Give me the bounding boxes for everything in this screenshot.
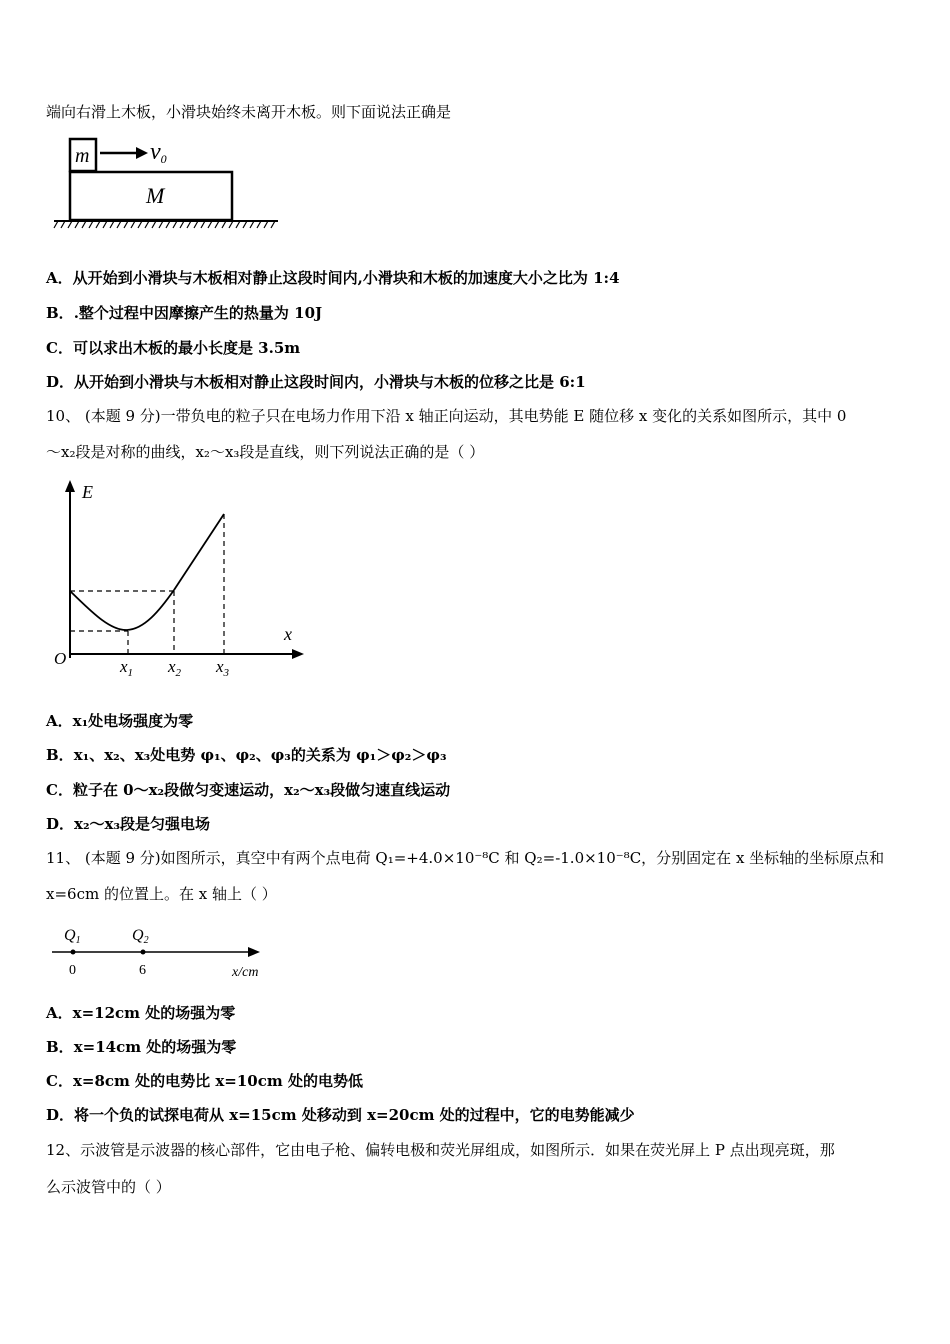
q10-option-a: A．x₁处电场强度为零 [46, 712, 194, 730]
q12-stem-line2: 么示波管中的（ ） [46, 1178, 171, 1196]
q11-option-b: B．x=14cm 处的场强为零 [46, 1038, 237, 1056]
q9-block-figure [50, 135, 290, 235]
q9-option-b: B．.整个过程中因摩擦产生的热量为 10J [46, 304, 323, 322]
axis-unit-label: x/cm [232, 965, 259, 980]
q10-energy-graph [48, 478, 318, 678]
charge-q2-label: Q2 [132, 927, 149, 946]
q9-option-a: A．从开始到小滑块与木板相对静止这段时间内,小滑块和木板的加速度大小之比为 1:4 [46, 269, 620, 287]
q10-stem-line1: 10、 (本题 9 分)一带负电的粒子只在电场力作用下沿 x 轴正向运动，其电势能 E 随位移 x 变化的关系如图所示，其中 0 [46, 407, 847, 425]
energy-straight-segment [174, 514, 224, 590]
label-M: M [146, 183, 165, 208]
label-v0: v0 [150, 139, 167, 166]
q11-stem-line1: 11、 (本题 9 分)如图所示，真空中有两个点电荷 Q₁=+4.0×10⁻⁸C 和 Q₂=-1.0×10⁻⁸C，分别固定在 x 坐标轴的坐标原点和 [46, 849, 885, 867]
ground-hatching [54, 221, 275, 228]
q11-option-a: A．x=12cm 处的场强为零 [46, 1004, 236, 1022]
q9-option-d: D．从开始到小滑块与木板相对静止这段时间内，小滑块与木板的位移之比是 6:1 [46, 373, 586, 391]
q12-stem-line1: 12、示波管是示波器的核心部件，它由电子枪、偏转电极和荧光屏组成，如图所示．如果在荧光屏上 P 点出现亮斑，那 [46, 1141, 835, 1159]
x-axis-arrow [248, 947, 260, 957]
energy-curve [70, 590, 174, 630]
q11-option-d: D．将一个负的试探电荷从 x=15cm 处移动到 x=20cm 处的过程中，它的电势能减少 [46, 1106, 635, 1124]
tick-x3: $x_3$ [216, 657, 230, 678]
charge-q1-dot [71, 950, 76, 955]
axis-label-e: E [82, 482, 93, 502]
x-axis-arrow [292, 649, 304, 659]
q9-intro: 端向右滑上木板，小滑块始终未离开木板。则下面说法正确是 [46, 103, 452, 121]
charge-q2-dot [141, 950, 146, 955]
tick-x2: $x_2$ [168, 657, 182, 678]
dashed-guides [70, 514, 224, 654]
q10-option-b: B．x₁、x₂、x₃处电势 φ₁、φ₂、φ₃的关系为 φ₁＞φ₂＞φ₃ [46, 746, 447, 764]
q11-charge-axis-figure [48, 922, 278, 984]
tick-6: 6 [139, 963, 146, 978]
q10-stem-line2: ～x₂段是对称的曲线，x₂～x₃段是直线，则下列说法正确的是（ ） [46, 443, 485, 461]
q9-option-c: C．可以求出木板的最小长度是 3.5m [46, 339, 301, 357]
velocity-arrow-head [136, 147, 148, 159]
axis-label-x: x [284, 624, 292, 644]
origin-label: O [54, 649, 67, 668]
q11-stem-line2: x=6cm 的位置上。在 x 轴上（ ） [46, 885, 277, 903]
tick-x1: $x_1$ [120, 657, 134, 678]
q11-option-c: C．x=8cm 处的电势比 x=10cm 处的电势低 [46, 1072, 363, 1090]
tick-0: 0 [69, 963, 76, 978]
y-axis-arrow [65, 480, 75, 492]
q10-option-d: D．x₂～x₃段是匀强电场 [46, 815, 211, 833]
q10-option-c: C．粒子在 0～x₂段做匀变速运动，x₂～x₃段做匀速直线运动 [46, 781, 451, 799]
label-m: m [75, 145, 90, 167]
charge-q1-label: Q1 [64, 927, 81, 946]
